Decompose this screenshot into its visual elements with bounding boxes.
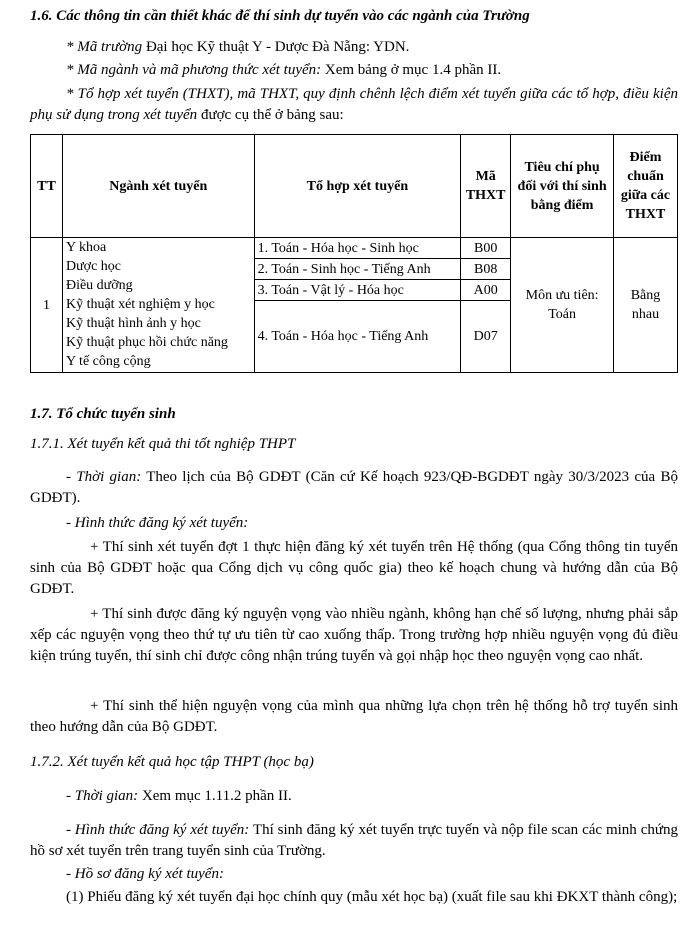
time2-label: - Thời gian: (66, 788, 139, 804)
docs-paragraph-1: (1) Phiếu đăng ký xét tuyển đại học chính quy (mẫu xét học bạ) (xuất file sau khi ĐKXT thành công); (66, 889, 678, 905)
form2-value: Thí sinh đăng ký xét tuyển trực tuyến và nộp file scan các minh chứng hồ sơ xét tuyển trên trang tuyển sinh của Trường. (30, 822, 679, 859)
header-combo: Tổ hợp xét tuyển (254, 135, 461, 238)
time-paragraph (30, 467, 678, 509)
row-diff: Bằng nhau (614, 238, 678, 373)
major-code-value: Xem bảng ở mục 1.4 phần II. (321, 62, 502, 78)
combo-name: 2. Toán - Sinh học - Tiếng Anh (254, 259, 461, 280)
form-paragraph-1: + Thí sinh xét tuyển đợt 1 thực hiện đăng ký xét tuyển trên Hệ thống (qua Cổng thông tin tuyển sinh của Bộ GDĐT hoặc qua Cổng dịch vụ công quốc gia) theo kế hoạch chung và hướng dẫn của Bộ GDĐT. (30, 539, 678, 597)
major-item: Y tế công cộng (65, 354, 151, 369)
form-paragraph-2: + Thí sinh được đăng ký nguyện vọng vào nhiều ngành, không hạn chế số lượng, nhưng phải sắp xếp các nguyện vọng theo thứ tự ưu tiên từ cao xuống thấp. Trong trường hợp nhiều nguyện vọng đủ điều kiện trúng tuyển, thí sinh chỉ được công nhận trúng tuyển và gọi nhập học theo nguyện vọng cao nhất. (30, 606, 678, 664)
admission-combination-table (30, 134, 678, 373)
time2-value: Xem mục 1.11.2 phần II. (138, 788, 292, 804)
combo-name: 3. Toán - Vật lý - Hóa học (254, 280, 461, 301)
header-major: Ngành xét tuyển (62, 135, 254, 238)
form-label: - Hình thức đăng ký xét tuyển: (66, 515, 249, 531)
row-tt: 1 (31, 238, 63, 373)
major-code-line (30, 60, 678, 81)
combo-code: B00 (461, 238, 511, 259)
section-1-7-title: 1.7. Tổ chức tuyển sinh (30, 406, 176, 422)
major-code-label: * Mã ngành và mã phương thức xét tuyển: (66, 62, 322, 78)
combo-rules-label: * Tổ hợp xét tuyển (THXT), mã THXT, quy định chênh lệch điểm xét tuyển giữa các tổ hợp, điều kiện phụ sử dụng trong xét tuyển (30, 86, 678, 123)
time2-line (30, 786, 678, 807)
combo-name: 1. Toán - Hóa học - Sinh học (254, 238, 461, 259)
combo-rules-paragraph (30, 84, 678, 126)
row-criteria: Môn ưu tiên: Toán (511, 238, 614, 373)
form2-paragraph (30, 820, 678, 862)
time-label: - Thời gian: (66, 469, 142, 485)
major-item: Kỹ thuật hình ảnh y học (65, 316, 201, 331)
school-code-line (30, 37, 678, 58)
table-header-row (31, 135, 678, 238)
form2-label: - Hình thức đăng ký xét tuyển: (66, 822, 250, 838)
section-1-6-title: 1.6. Các thông tin cần thiết khác để thí sinh dự tuyển vào các ngành của Trường (30, 8, 530, 24)
subsection-1-7-2-title: 1.7.2. Xét tuyển kết quả học tập THPT (học bạ) (30, 754, 314, 770)
header-tt: TT (31, 135, 63, 238)
row-majors (62, 238, 254, 373)
major-item: Điều dưỡng (65, 278, 133, 293)
form-paragraph-3: + Thí sinh thể hiện nguyện vọng của mình qua những lựa chọn trên hệ thống hỗ trợ tuyển sinh theo hướng dẫn của Bộ GDĐT. (30, 698, 678, 735)
header-code: Mã THXT (461, 135, 511, 238)
header-criteria: Tiêu chí phụ đối với thí sinh bằng điểm (511, 135, 614, 238)
school-code-label: * Mã trường (66, 39, 143, 55)
header-diff: Điểm chuẩn giữa các THXT (614, 135, 678, 238)
major-item: Dược học (65, 259, 121, 274)
major-item: Kỹ thuật phục hồi chức năng (65, 335, 228, 350)
school-code-value: Đại học Kỹ thuật Y - Dược Đà Nẵng: YDN. (142, 39, 410, 55)
combo-code: A00 (461, 280, 511, 301)
combo-code: D07 (461, 301, 511, 373)
table-row (31, 238, 678, 259)
time-value: Theo lịch của Bộ GDĐT (Căn cứ Kế hoạch 923/QĐ-BGDĐT ngày 30/3/2023 của Bộ GDĐT). (30, 469, 678, 506)
major-item: Y khoa (65, 240, 107, 255)
major-item: Kỹ thuật xét nghiệm y học (65, 297, 215, 312)
combo-code: B08 (461, 259, 511, 280)
combo-rules-value: được cụ thể ở bảng sau: (197, 107, 344, 123)
subsection-1-7-1-title: 1.7.1. Xét tuyển kết quả thi tốt nghiệp THPT (30, 436, 296, 452)
combo-name: 4. Toán - Hóa học - Tiếng Anh (254, 301, 461, 373)
docs-label: - Hồ sơ đăng ký xét tuyển: (66, 866, 224, 882)
